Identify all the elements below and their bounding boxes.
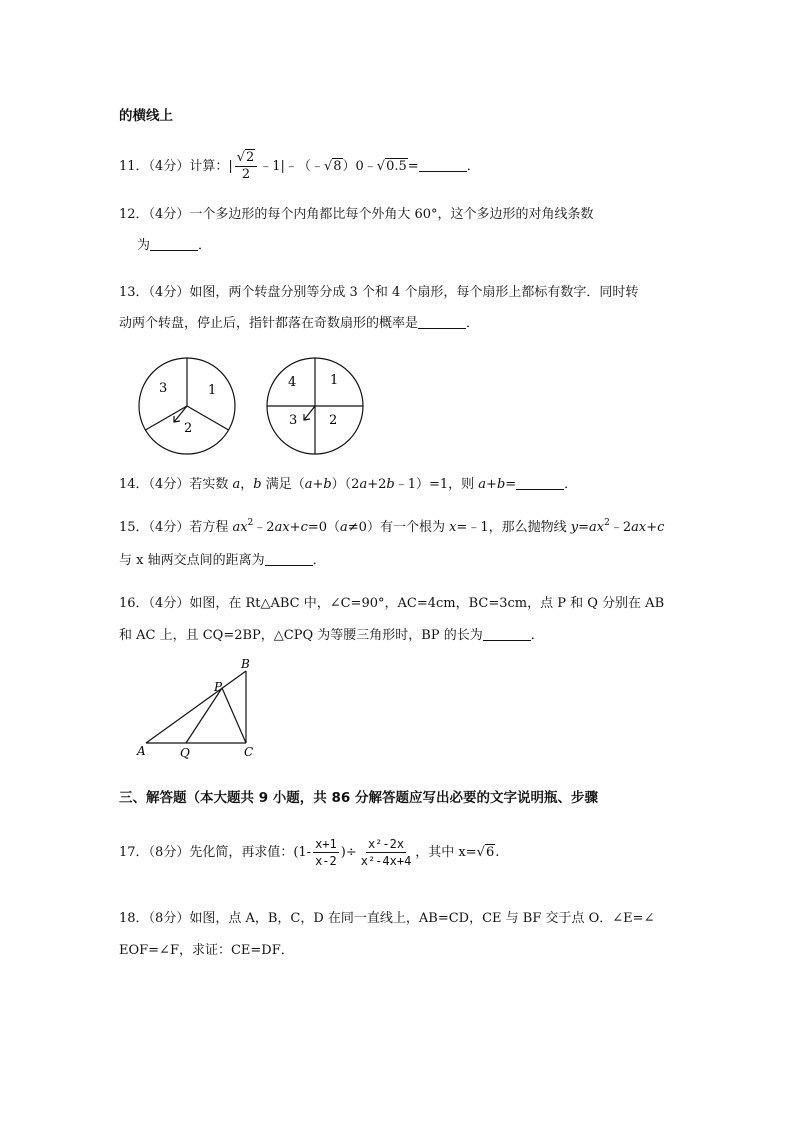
question-16-line2: 和 AC 上，且 CQ=2BP，△CPQ 为等腰三角形时，BP 的长为 ． xyxy=(119,628,544,643)
question-13-line2: 动两个转盘，停止后，指针都落在奇数扇形的概率是 ． xyxy=(119,316,480,331)
fraction-1: $\frac{x+1}{x-2}$ xyxy=(315,837,337,868)
question-18-line2: EOF=∠F，求证：CE=DF． xyxy=(119,943,294,958)
question-11: 11．（4分）计算：| $\frac{√2}{2}$ ﹣1|﹣（﹣√8）0﹣√0.5= ． xyxy=(119,150,480,182)
segment-PC xyxy=(222,688,246,743)
sector-label: 3 xyxy=(289,413,298,428)
segment-QP xyxy=(186,688,222,743)
pointer-arrow-icon xyxy=(174,406,187,422)
question-13-line1: 13．（4分）如图，两个转盘分别等分成 3 个和 4 个扇形，每个扇形上都标有数字．同时转 xyxy=(119,285,639,300)
sector-label: 1 xyxy=(208,383,217,398)
vertex-label-A: A xyxy=(137,744,146,758)
section-header-tail: 的横线上 xyxy=(119,108,173,124)
answer-blank[interactable] xyxy=(150,238,198,251)
sector-label: 1 xyxy=(330,373,339,388)
question-15-line1: 15．（4分）若方程 $ax^2﹣2ax+c=0(a\ne 0)$有一个根为 x=﹣1，那么抛物线 $y=ax^2﹣2ax+c$ xyxy=(119,518,665,535)
fraction-2: $\frac{\text{x²-2x}}{\text{x²-4x+4}}$ xyxy=(360,837,412,868)
section-three-title: 三、解答题（本大题共 9 小题，共 86 分解答题应写出必要的文字说明瓶、步骤 xyxy=(119,790,598,806)
question-14: 14．（4分）若实数 a，b 满足（a+b）（2a+2b﹣1）=1，则 a+b= ． xyxy=(119,477,578,492)
sector-label: 4 xyxy=(288,375,297,390)
spinner-three-sectors xyxy=(134,356,240,456)
side-AB xyxy=(146,671,246,743)
pointer-arrow-icon xyxy=(304,406,315,420)
answer-blank[interactable] xyxy=(419,159,467,172)
answer-blank[interactable] xyxy=(265,553,313,566)
question-16-line1: 16．（4分）如图，在 Rt△ABC 中，∠C=90°，AC=4cm，BC=3cm，点 P 和 Q 分别在 AB xyxy=(119,596,665,611)
question-17: 17．（8分）先化简，再求值：(1- $\frac{x+1}{x-2}$ )÷ $\frac{\text{x²-2x}}{\text{x²-4x+4}}$ ，其中 x=√6. xyxy=(119,837,500,868)
vertex-label-C: C xyxy=(244,745,254,759)
spinner-four-sectors xyxy=(262,356,368,456)
sector-label: 2 xyxy=(184,421,193,436)
point-label-Q: Q xyxy=(180,746,190,760)
question-12-line2: 为 ． xyxy=(137,238,212,253)
answer-blank[interactable] xyxy=(516,477,564,490)
vertex-label-B: B xyxy=(241,657,250,671)
question-15-line2: 与 x 轴两交点间的距离为 ． xyxy=(119,553,326,568)
point-label-P: P xyxy=(214,680,223,694)
triangle-figure xyxy=(134,655,264,763)
sector-label: 3 xyxy=(159,381,168,396)
answer-blank[interactable] xyxy=(418,316,466,329)
question-18-line1: 18．（8分）如图，点 A，B，C，D 在同一直线上，AB=CD，CE 与 BF 交于点 O．∠E=∠ xyxy=(119,911,655,926)
question-12-line1: 12．（4分）一个多边形的每个内角都比每个外角大 60°，这个多边形的对角线条数 xyxy=(119,207,594,222)
answer-blank[interactable] xyxy=(483,628,531,641)
fraction-sqrt2-over-2: $\frac{√2}{2}$ xyxy=(235,150,258,183)
sector-label: 2 xyxy=(329,413,338,428)
